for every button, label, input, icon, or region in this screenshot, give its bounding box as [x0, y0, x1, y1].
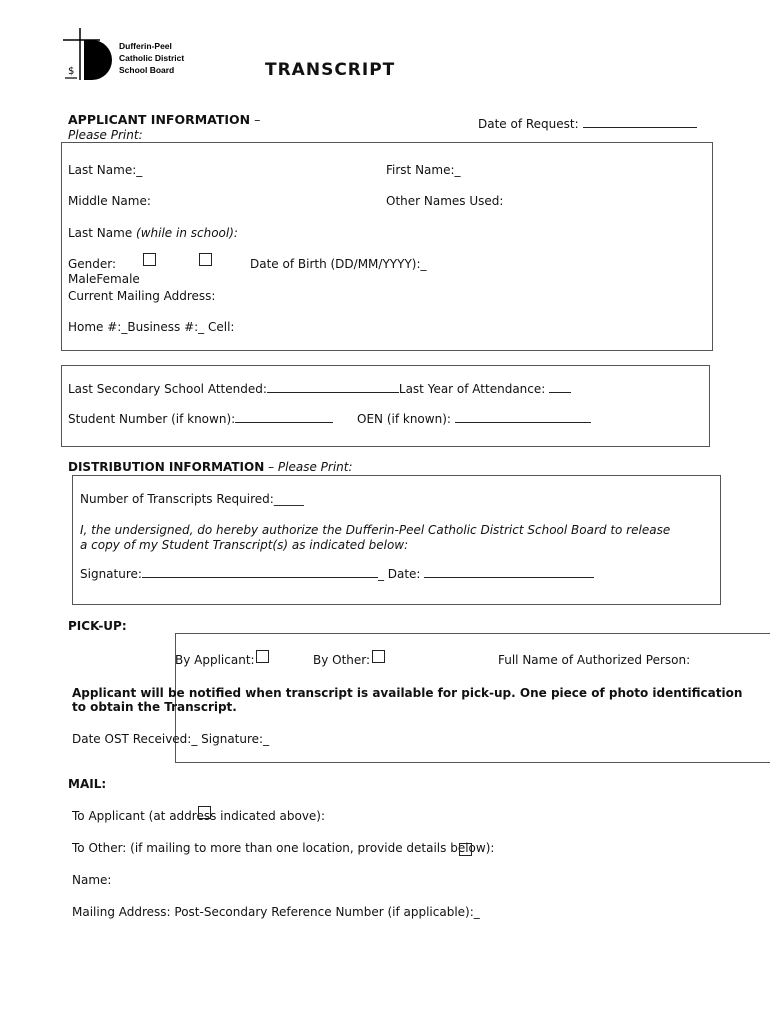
male-checkbox[interactable]	[143, 253, 156, 266]
last-name-school-field[interactable]	[68, 226, 238, 240]
by-other-label: By Other:	[313, 653, 371, 667]
applicant-heading-text: APPLICANT INFORMATION	[68, 112, 251, 127]
last-year-label: Last Year of Attendance:	[398, 382, 546, 396]
by-other-option[interactable]	[313, 653, 370, 667]
last-name-school-label: Last Name	[68, 226, 137, 240]
mail-heading: MAIL:	[68, 777, 107, 791]
last-school-field[interactable]	[68, 382, 571, 396]
number-of-transcripts-field[interactable]: Number of Transcripts Required:_____	[80, 492, 304, 506]
school-info-box	[61, 365, 710, 447]
distribution-date-line	[424, 576, 594, 578]
middle-name-field[interactable]: Middle Name:	[68, 194, 151, 208]
to-applicant-checkbox[interactable]	[198, 806, 211, 819]
pickup-notice-line-2: to obtain the Transcript.	[72, 700, 237, 714]
mail-address-field[interactable]: Mailing Address: Post-Secondary Reference Number (if applicable):_	[72, 905, 480, 919]
logo-line-1: Dufferin-Peel	[119, 41, 172, 51]
distribution-signature-field[interactable]	[80, 567, 594, 581]
by-applicant-option[interactable]	[175, 653, 255, 667]
page-title: TRANSCRIPT	[265, 60, 396, 80]
applicant-heading-dash: –	[250, 112, 261, 127]
student-number-field[interactable]	[68, 412, 333, 426]
authorization-text-line-2: a copy of my Student Transcript(s) as indicated below:	[80, 538, 409, 552]
date-of-request-line	[583, 126, 697, 128]
pickup-notice-line-1: Applicant will be notified when transcript is available for pick-up. One piece of photo identification	[72, 686, 743, 700]
last-year-line	[549, 391, 571, 393]
other-names-field[interactable]: Other Names Used:	[386, 194, 504, 208]
distribution-date-label: _ Date:	[377, 567, 421, 581]
mail-name-field[interactable]: Name:	[72, 873, 112, 887]
authorized-person-field[interactable]: Full Name of Authorized Person:	[498, 653, 691, 667]
oen-label: OEN (if known):	[357, 412, 451, 426]
student-number-line	[235, 421, 333, 423]
oen-line	[455, 421, 591, 423]
by-other-checkbox[interactable]	[372, 650, 385, 663]
first-name-field[interactable]: First Name:_	[386, 163, 461, 177]
mailing-address-field[interactable]: Current Mailing Address:	[68, 289, 216, 303]
distribution-heading-text: DISTRIBUTION INFORMATION	[68, 460, 265, 474]
distribution-heading	[68, 460, 353, 474]
by-applicant-label: By Applicant:	[175, 653, 255, 667]
logo-line-3: School Board	[119, 65, 175, 75]
last-school-label: Last Secondary School Attended:	[68, 382, 267, 396]
authorization-text-line-1: I, the undersigned, do hereby authorize the Dufferin-Peel Catholic District School Board to release	[80, 523, 671, 537]
last-name-school-qualifier: (while in school):	[136, 226, 238, 240]
student-number-label: Student Number (if known):	[68, 412, 236, 426]
oen-field[interactable]	[357, 412, 591, 426]
last-name-field[interactable]: Last Name:_	[68, 163, 143, 177]
distribution-signature-label: Signature:	[80, 567, 142, 581]
to-other-checkbox[interactable]	[459, 843, 472, 856]
svg-text:$: $	[68, 66, 75, 77]
distribution-signature-line	[142, 576, 378, 578]
gender-label: Gender:	[68, 257, 117, 271]
applicant-heading	[68, 112, 260, 127]
gender-options-label: MaleFemale	[68, 272, 140, 286]
date-ost-received-field[interactable]: Date OST Received:_ Signature:_	[72, 732, 270, 746]
female-checkbox[interactable]	[199, 253, 212, 266]
distribution-please-print: – Please Print:	[264, 460, 353, 474]
date-of-request-label: Date of Request:	[478, 117, 579, 131]
to-applicant-option[interactable]: To Applicant (at address indicated above):	[72, 809, 326, 823]
date-of-request-field[interactable]	[478, 117, 697, 131]
date-of-birth-field[interactable]: Date of Birth (DD/MM/YYYY):_	[250, 257, 427, 271]
logo-line-2: Catholic District	[119, 53, 185, 63]
to-other-option[interactable]: To Other: (if mailing to more than one location, provide details below):	[72, 841, 495, 855]
applicant-please-print: Please Print:	[68, 128, 143, 142]
by-applicant-checkbox[interactable]	[256, 650, 269, 663]
pickup-heading: PICK-UP:	[68, 619, 127, 633]
phone-numbers-field[interactable]: Home #:_Business #:_ Cell:	[68, 320, 235, 334]
last-school-line	[267, 391, 399, 393]
school-board-logo-icon	[62, 28, 118, 82]
